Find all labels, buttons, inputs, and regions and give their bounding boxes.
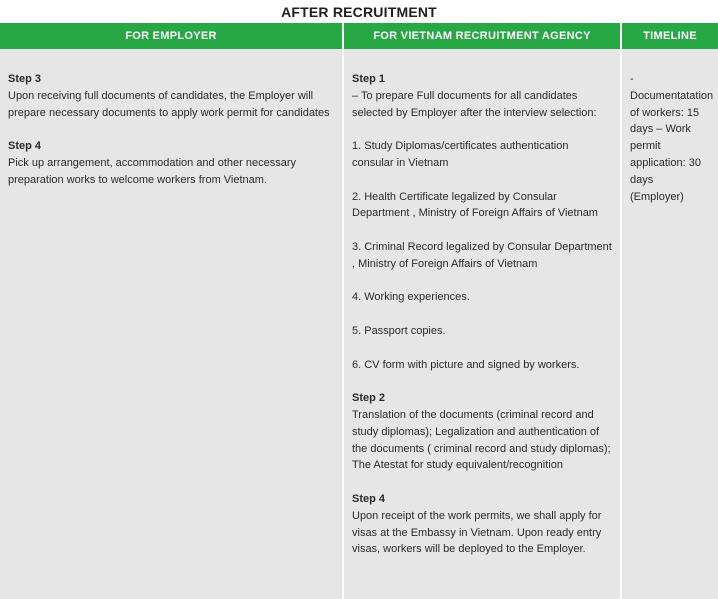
- step-label: Step 4: [352, 492, 386, 505]
- document-item: 6. CV form with picture and signed by workers.: [352, 358, 580, 371]
- agency-cell: [343, 49, 621, 599]
- document-item: 4. Working experiences.: [352, 291, 470, 304]
- timeline-dash: -: [630, 73, 634, 85]
- table-header-row: [0, 23, 718, 49]
- timeline-cell: [621, 49, 718, 599]
- table-row: [0, 49, 718, 599]
- document-item: 5. Passport copies.: [352, 324, 446, 337]
- step-label: Step 2: [352, 392, 386, 405]
- agency-step-4: [352, 491, 612, 558]
- column-header-agency: FOR VIETNAM RECRUITMENT AGENCY: [343, 23, 621, 49]
- step-label: Step 4: [8, 140, 42, 153]
- page-title: AFTER RECRUITMENT: [281, 4, 437, 20]
- document-item: 3. Criminal Record legalized by Consular Department , Ministry of Foreign Affairs of Vietnam: [352, 240, 612, 270]
- step-text: Pick up arrangement, accommodation and other necessary preparation works to welcome workers from Vietnam.: [8, 156, 296, 186]
- recruitment-table: [0, 23, 718, 599]
- employer-step-3: [8, 71, 334, 121]
- step-label: Step 1: [352, 73, 386, 85]
- document-item: 2. Health Certificate legalized by Consular Department , Ministry of Foreign Affairs of Vietnam: [352, 190, 598, 220]
- step-text: Upon receipt of the work permits, we shall apply for visas at the Embassy in Vietnam. Upon ready entry visas, workers will be deployed to the Employer.: [352, 509, 602, 556]
- step-text: Upon receiving full documents of candidates, the Employer will prepare necessary documents to apply work permit for candidates: [8, 89, 330, 119]
- document-item: 1. Study Diplomas/certificates authentication consular in Vietnam: [352, 140, 569, 169]
- step-text: Translation of the documents (criminal record and study diplomas); Legalization and authentication of the documents ( criminal record and study diplomas); The Atestat for study equivalent/recognition: [352, 408, 611, 472]
- step-label: Step 3: [8, 73, 42, 85]
- agency-step-1: [352, 71, 612, 373]
- column-header-employer: FOR EMPLOYER: [0, 23, 343, 49]
- employer-step-4: [8, 138, 334, 188]
- employer-cell: [0, 49, 343, 599]
- agency-step-2: [352, 390, 612, 474]
- step-intro: – To prepare Full documents for all candidates selected by Employer after the interview selection:: [352, 89, 597, 119]
- column-header-timeline: TIMELINE: [621, 23, 718, 49]
- timeline-text: Documentatation of workers: 15 days – Work permit application: 30 days (Employer): [630, 89, 714, 203]
